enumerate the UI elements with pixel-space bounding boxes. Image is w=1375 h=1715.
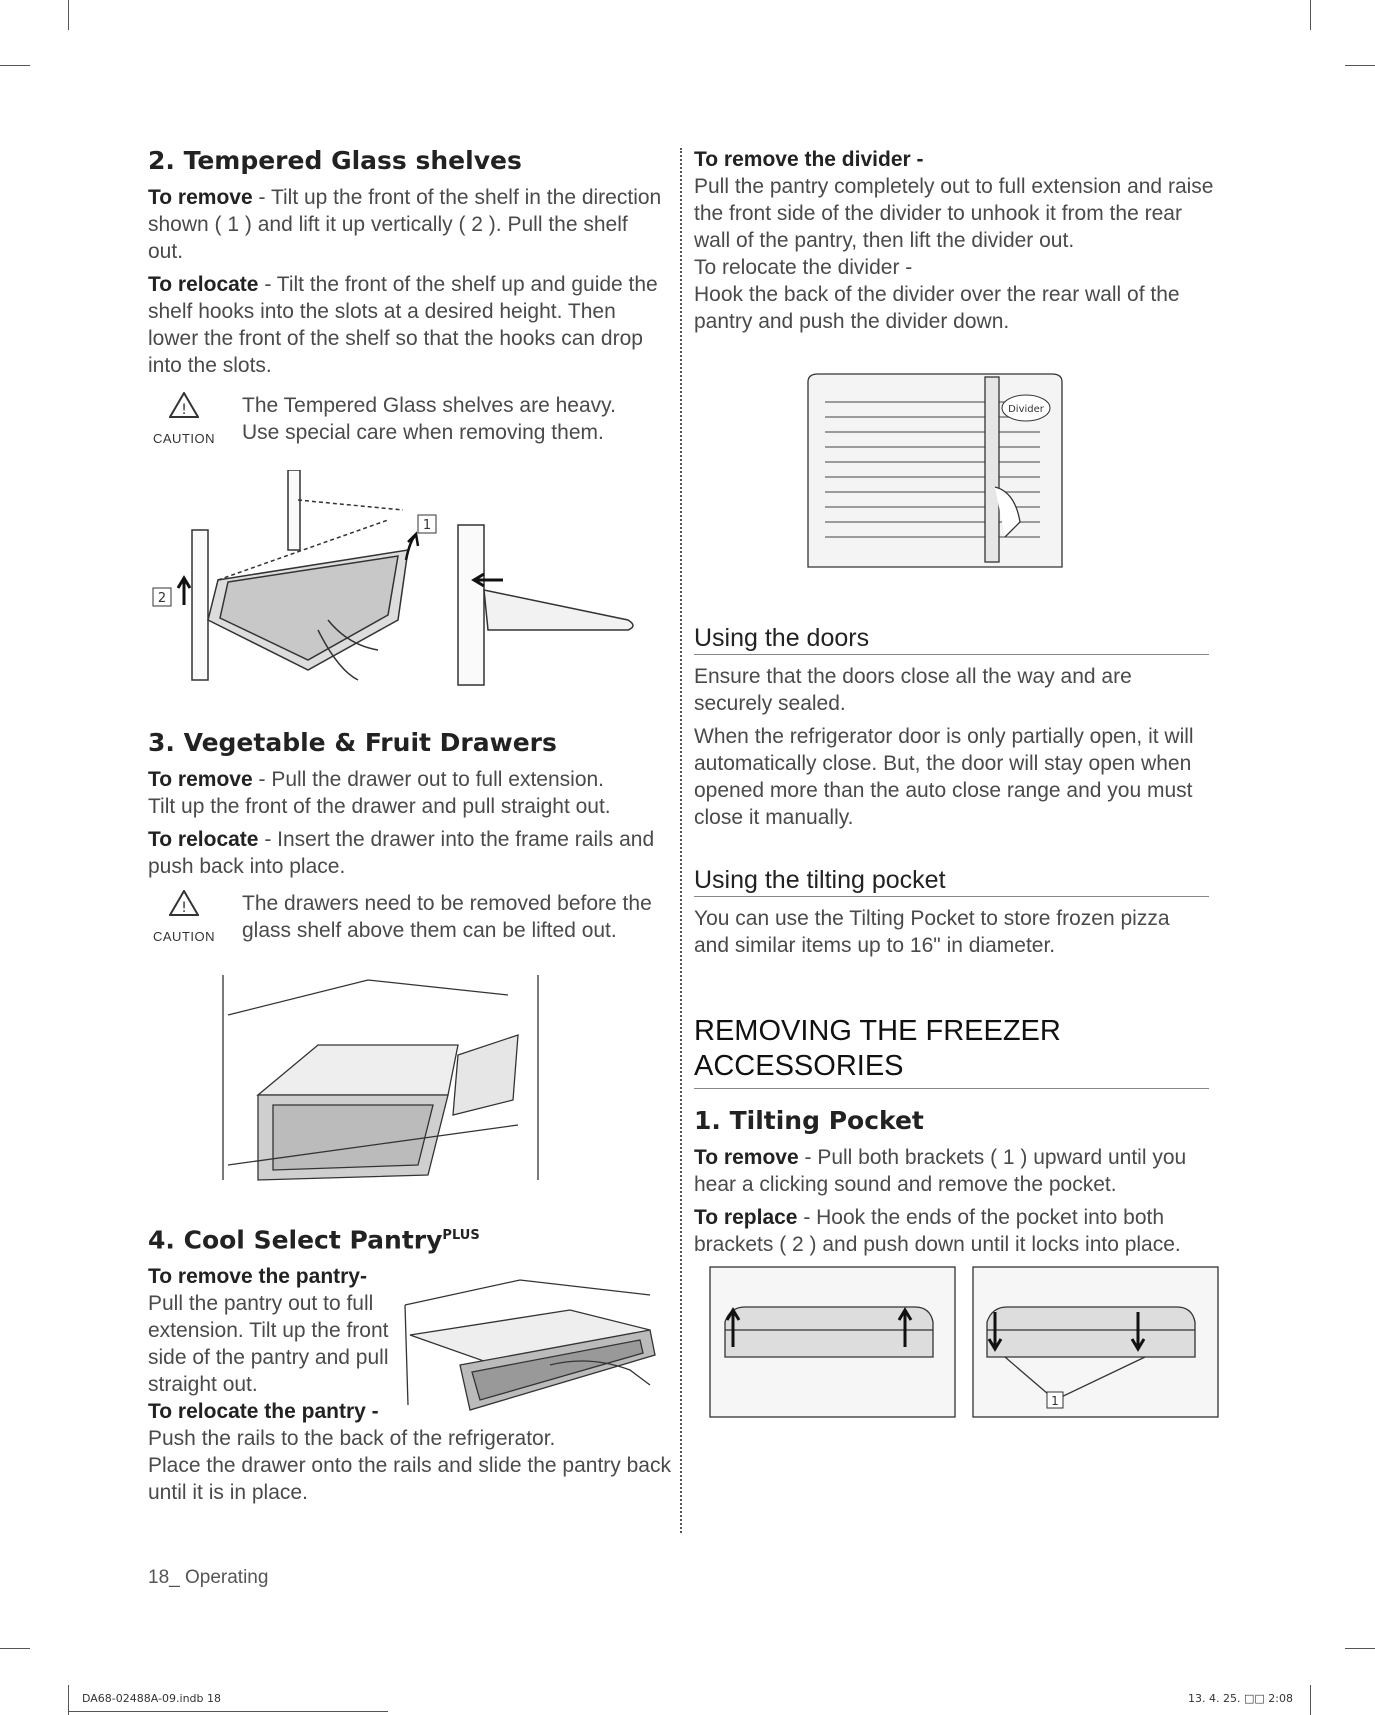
remove-line: Pull the pantry out to full [148, 1292, 374, 1316]
section-title: 4. Cool Select Pantry$^{PLUS}$ [148, 1225, 480, 1255]
subsection-title: 1. Tilting Pocket [694, 1106, 924, 1135]
caution-text: The Tempered Glass shelves are heavy. Use special care when removing them. [242, 394, 616, 444]
print-file-info: DA68-02488A-09.indb 18 [82, 1692, 221, 1705]
section-vegetable-drawers [148, 729, 678, 880]
divider-relocate-text: Hook the back of the divider over the rear wall of the pantry and push the divider down. [694, 283, 1180, 333]
caution-icon: ! CAUTION [148, 392, 220, 452]
section-title: Using the tilting pocket [694, 867, 1209, 897]
remove-instructions: To remove - Tilt up the front of the shelf in the direction shown ( 1 ) and lift it up vertically ( 2 ). Pull the shelf out. [148, 186, 662, 263]
drawer-removal-figure [218, 975, 548, 1185]
caution-text: The drawers need to be removed before the glass shelf above them can be lifted out. [242, 892, 652, 942]
replace-instructions: To replace - Hook the ends of the pocket into both brackets ( 2 ) and push down until it locks into place. [694, 1206, 1181, 1256]
divider-figure [800, 372, 1070, 578]
tilting-paragraph: You can use the Tilting Pocket to store frozen pizza and similar items up to 16" in diameter. [694, 907, 1170, 957]
figure-label-1: 1 [1051, 1394, 1059, 1408]
remove-instructions: To remove - Pull both brackets ( 1 ) upward until you hear a clicking sound and remove the pocket. [694, 1146, 1187, 1196]
divider-relocate-line: To relocate the divider - [694, 256, 913, 279]
section-divider [694, 146, 1219, 335]
relocate-text-2: Place the drawer onto the rails and slide the pantry back until it is in place. [148, 1454, 671, 1505]
crop-mark [68, 0, 69, 30]
column-divider [680, 148, 682, 1533]
remove-instructions-2: Tilt up the front of the drawer and pull straight out. [148, 795, 611, 818]
caution-shelves [148, 392, 668, 452]
section-title: 3. Vegetable & Fruit Drawers [148, 728, 557, 757]
remove-line: extension. Tilt up the front [148, 1319, 389, 1343]
crop-mark [1310, 0, 1311, 30]
relocate-lead: To relocate the pantry - [148, 1400, 379, 1424]
tilting-pocket-figure [705, 1262, 1225, 1422]
chapter-title: REMOVING THE FREEZER ACCESSORIES [694, 1014, 1209, 1089]
page-footer [148, 1567, 268, 1589]
relocate-instructions: To relocate - Insert the drawer into the frame rails and push back into place. [148, 828, 655, 878]
divider-label: Divider [1008, 404, 1044, 415]
divider-remove-text: Pull the pantry completely out to full extension and raise the front side of the divider to unhook it from the rear wall of the pantry, then lift the divider out. [694, 175, 1214, 252]
remove-line: straight out. [148, 1373, 258, 1397]
title-superscript: PLUS [442, 1228, 480, 1243]
pantry-removal-figure [400, 1275, 665, 1415]
caution-icon: ! CAUTION [148, 890, 220, 950]
svg-text:!: ! [181, 900, 187, 916]
caution-drawers [148, 890, 678, 950]
remove-lead: To remove the pantry- [148, 1265, 367, 1289]
section-using-doors [694, 625, 1209, 831]
crop-mark [1345, 65, 1375, 66]
section-tempered-glass [148, 147, 668, 379]
section-title: Using the doors [694, 625, 1209, 655]
relocate-text: Push the rails to the back of the refrigerator. [148, 1427, 556, 1451]
crop-mark [0, 1648, 30, 1649]
relocate-instructions: To relocate - Tilt the front of the shelf up and guide the shelf hooks into the slots at a desired height. Then lower the front of the shelf so that the hooks can drop into the slots. [148, 273, 658, 377]
footer-section: Operating [179, 1567, 269, 1588]
shelf-removal-figure [148, 470, 648, 700]
crop-mark [1310, 1685, 1311, 1715]
print-timestamp: 13. 4. 25. □□ 2:08 [1188, 1692, 1293, 1705]
remove-line: side of the pantry and pull [148, 1346, 389, 1370]
figure-label-1: 1 [422, 518, 432, 533]
crop-mark [1345, 1648, 1375, 1649]
section-tilting-pocket [694, 867, 1209, 959]
section-title: 2. Tempered Glass shelves [148, 146, 522, 175]
section-freezer-accessories [694, 1014, 1209, 1258]
doors-paragraph-1: Ensure that the doors close all the way and are securely sealed. [694, 665, 1132, 715]
figure-label-2: 2 [157, 591, 167, 606]
svg-text:!: ! [181, 402, 187, 418]
remove-instructions: To remove - Pull the drawer out to full extension. [148, 768, 605, 791]
divider-remove-lead: To remove the divider - [694, 148, 924, 171]
bottom-rule [68, 1711, 388, 1712]
doors-paragraph-2: When the refrigerator door is only partially open, it will automatically close. But, the door will stay open when opened more than the auto close range and you must close it manually. [694, 725, 1194, 829]
crop-mark [0, 65, 30, 66]
page-number: 18_ [148, 1567, 180, 1588]
